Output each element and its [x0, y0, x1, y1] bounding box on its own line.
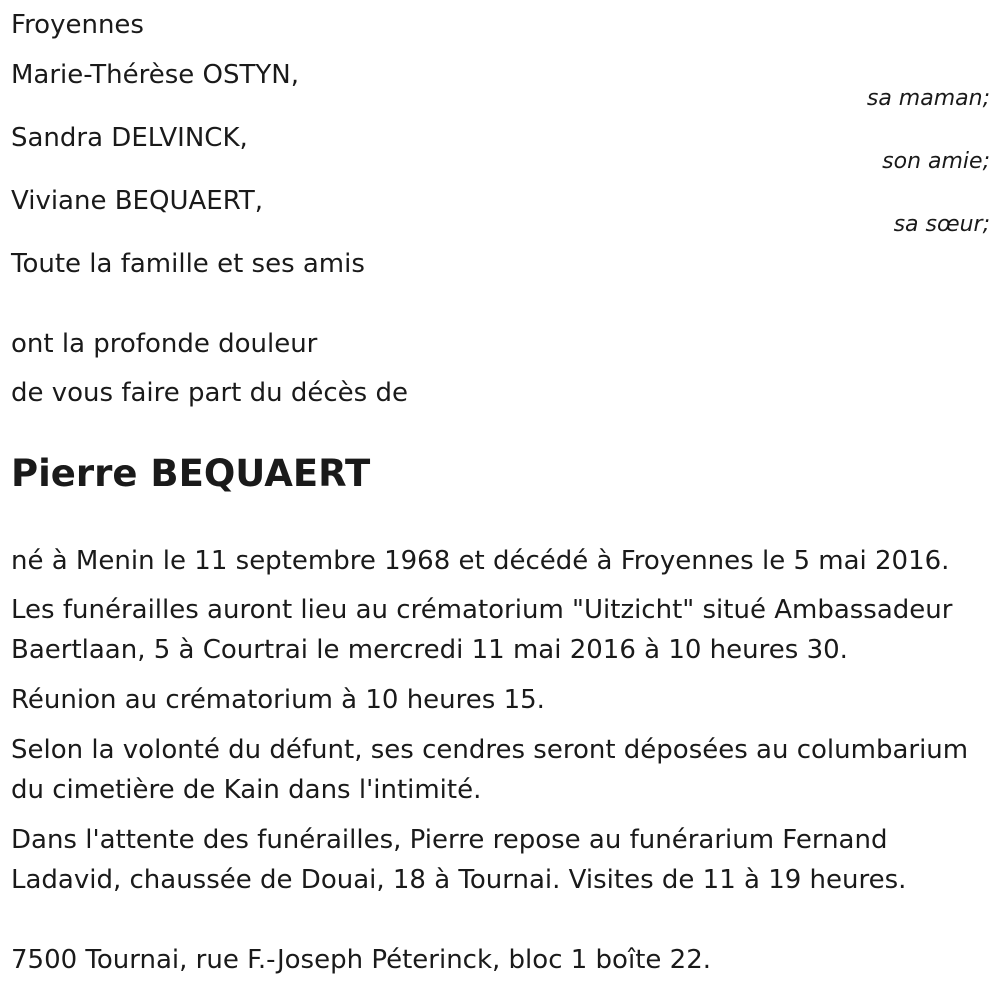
- ashes-details: Selon la volonté du défunt, ses cendres seront déposées au columbarium du cimetière de Kain dans l'intimité.: [11, 735, 969, 805]
- family-member-name: Marie-Thérèse OSTYN,: [11, 60, 299, 90]
- family-member-relation: sa sœur;: [893, 212, 990, 237]
- place-heading: Froyennes: [11, 10, 144, 40]
- family-member-relation: sa maman;: [866, 86, 990, 111]
- family-member-relation: son amie;: [882, 149, 990, 174]
- birth-death-details: né à Menin le 11 septembre 1968 et décédé à Froyennes le 5 mai 2016.: [11, 546, 950, 576]
- family-member-name: Viviane BEQUAERT,: [11, 186, 264, 216]
- visitation-details: Dans l'attente des funérailles, Pierre repose au funérarium Fernand Ladavid, chaussée de Douai, 18 à Tournai. Visites de 11 à 19 heures.: [11, 825, 907, 895]
- family-member-name: Sandra DELVINCK,: [11, 123, 248, 153]
- announcement-line-1: ont la profonde douleur: [11, 329, 318, 359]
- announcement-line-2: de vous faire part du décès de: [11, 378, 408, 408]
- deceased-name: Pierre BEQUAERT: [11, 452, 371, 495]
- family-address: 7500 Tournai, rue F.-Joseph Péterinck, bloc 1 boîte 22.: [11, 945, 711, 975]
- family-others: Toute la famille et ses amis: [11, 249, 365, 279]
- meeting-details: Réunion au crématorium à 10 heures 15.: [11, 685, 545, 715]
- funeral-details: Les funérailles auront lieu au crématorium "Uitzicht" situé Ambassadeur Baertlaan, 5 à Courtrai le mercredi 11 mai 2016 à 10 heures 30.: [11, 595, 953, 665]
